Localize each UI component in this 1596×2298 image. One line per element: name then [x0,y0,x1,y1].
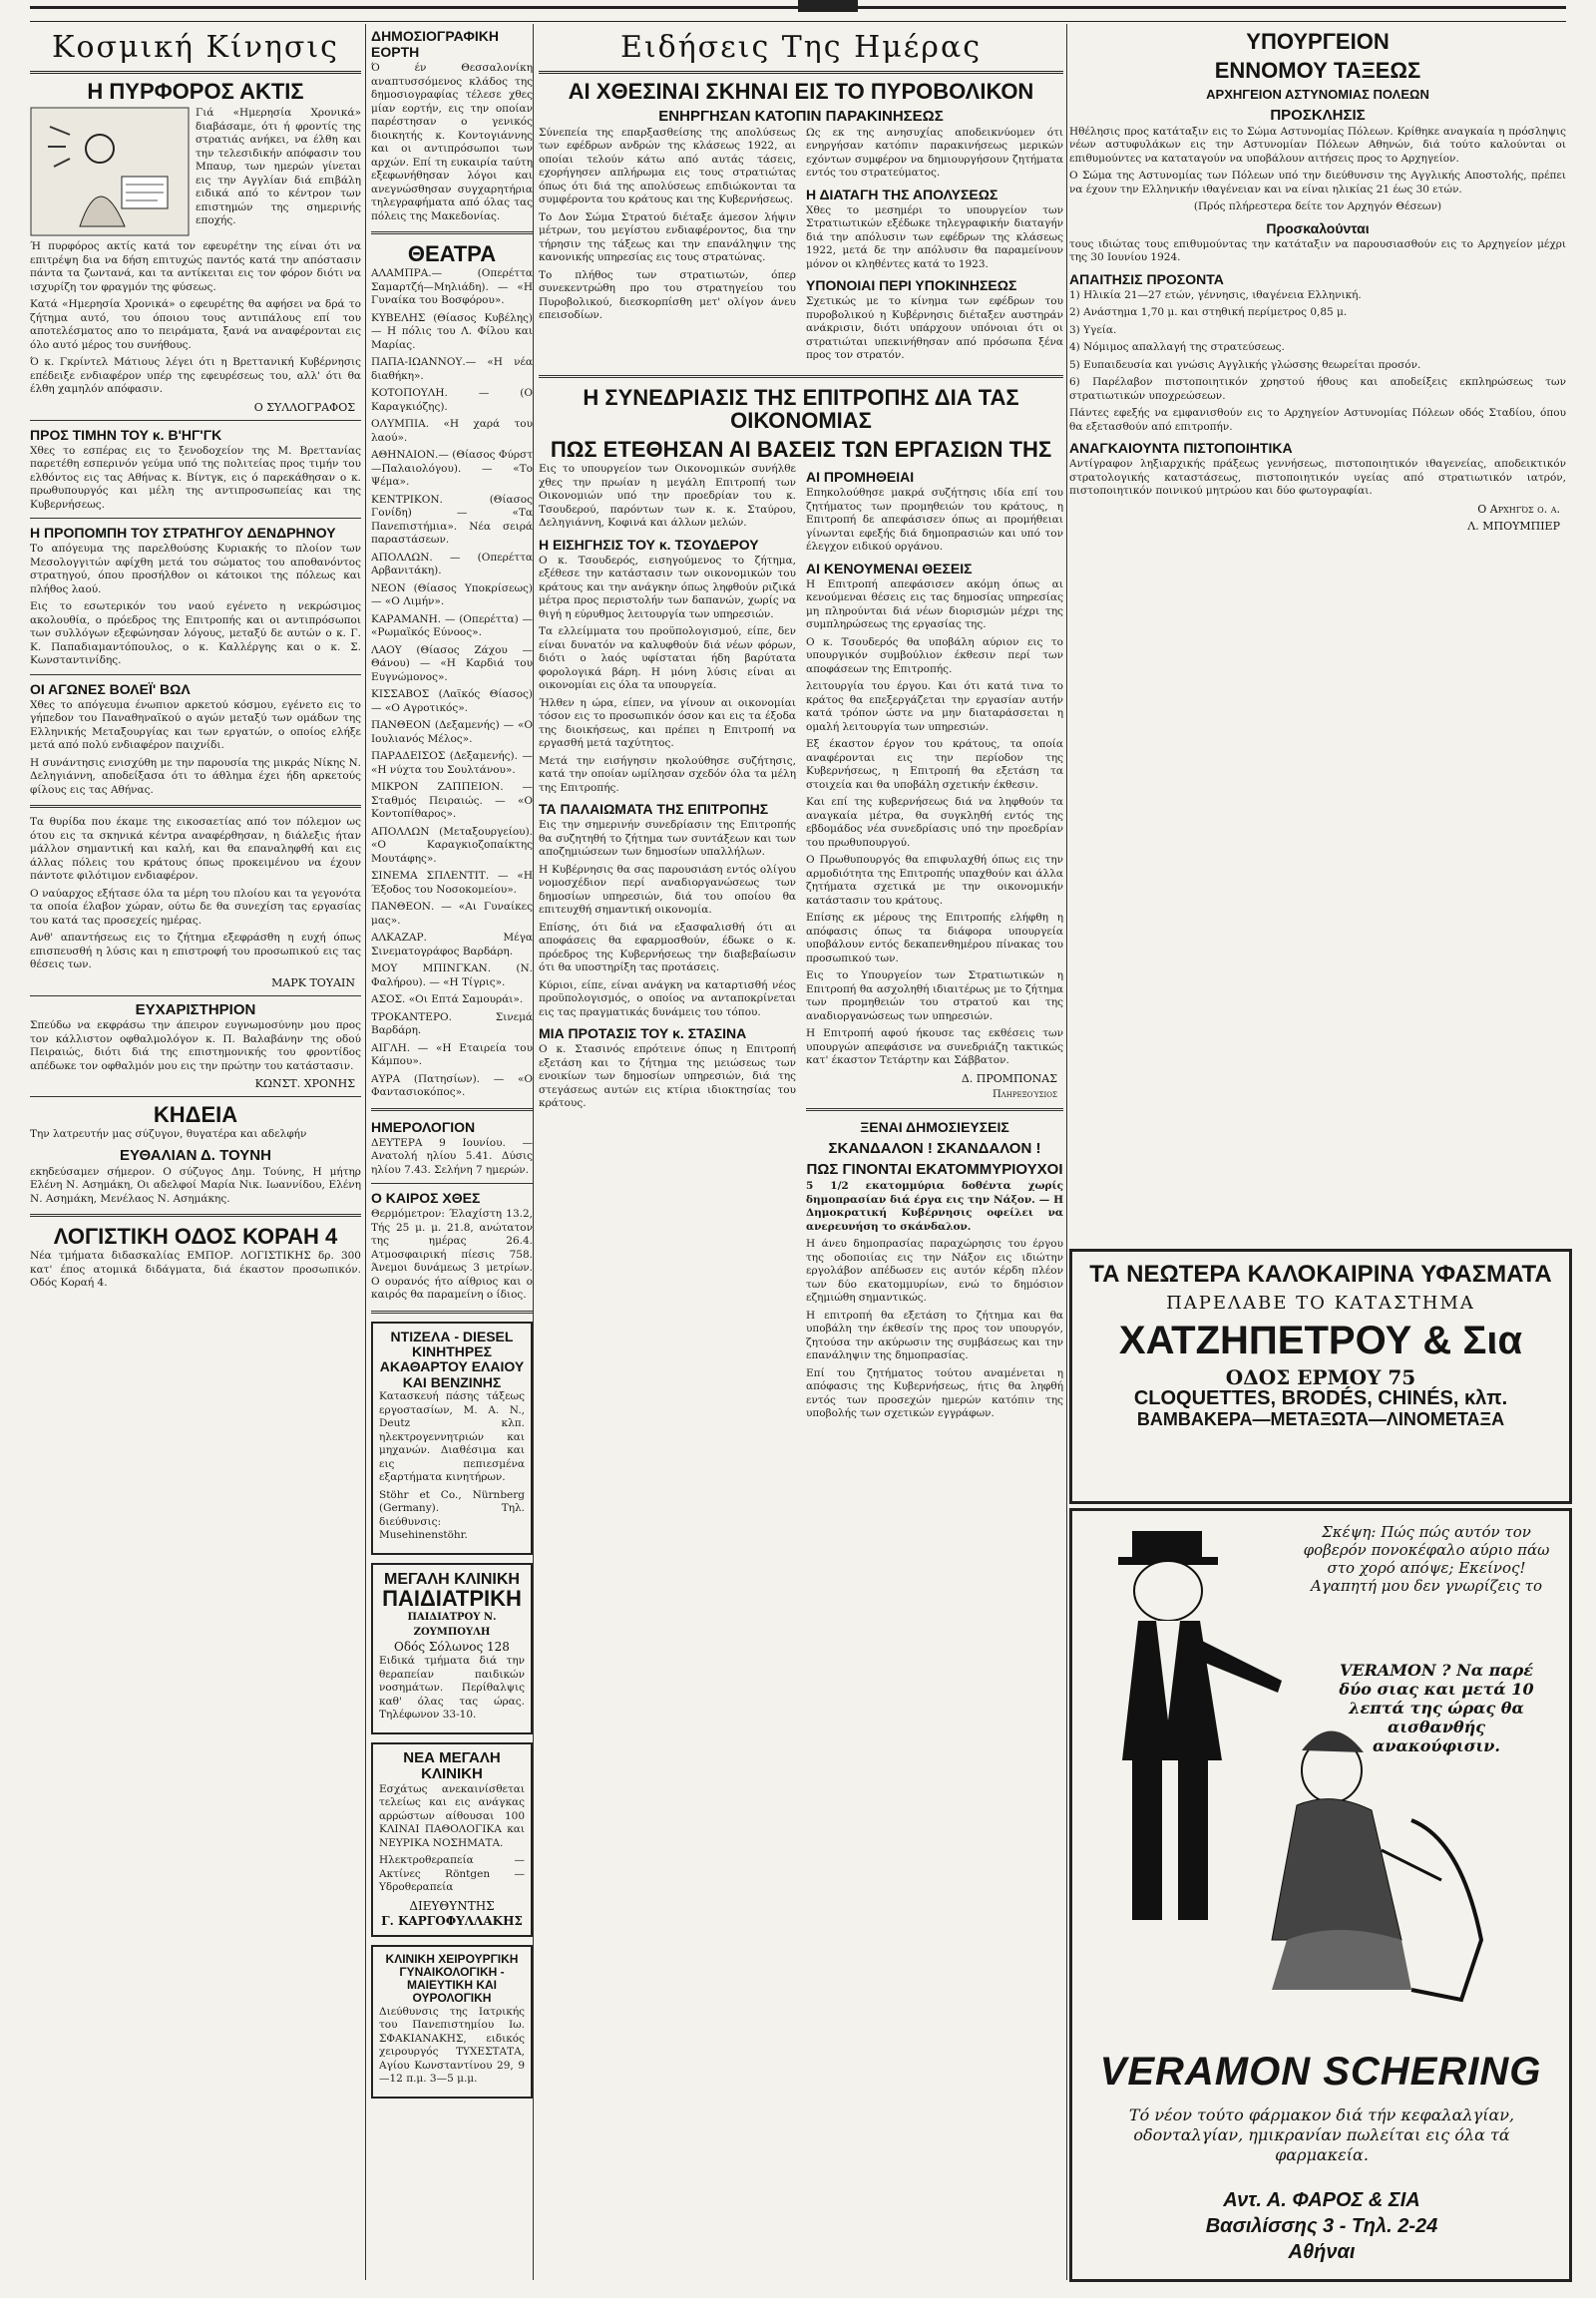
article-text: Ο κ. Τσουδερός, εισηγούμενος το ζήτημα, εξέθεσε την κατάστασιν των οικονομικών του κράτους και την ανάγκην όπως ληφθούν ριζικά μέτρα προς περιστολήν των δαπανών, χωρίς να θιγή η εύρυθμος λειτουργία των υπηρεσιών. [539,554,796,620]
weather-title: Ο ΚΑΙΡΟΣ ΧΘΕΣ [371,1190,481,1207]
pediatric-clinic-ad [371,1563,533,1734]
theatre-entry: ΟΛΥΜΠΙΑ. «Η χαρά του λαού». [371,418,533,444]
article-text: Εις το υπουργείον των Οικονομικών συνήλθε χθες την πρωίαν η μεγάλη Επιτροπή των Οικονομιών υπό την προεδρίαν του κ. Τσουδερού, παρόντων των κ. κ. Σταύρου, Δεληγιάννη, Κοφινά και άλλων μελών. [539,463,796,530]
theatre-entry: ΑΠΟΛΛΩΝ (Μεταξουργείου). «Ο Καραγκιοζοπαίκτης Μουτάφης». [371,825,533,865]
ad-title: ΝΤΙΖΕΛΑ - DIESEL ΚΙΝΗΤΗΡΕΣ ΑΚΑΘΑΡΤΟΥ ΕΛΑΙΟΥ ΚΑΙ ΒΕΝΖΙΝΗΣ [379,1328,525,1390]
section-kicker: ΞΕΝΑΙ ΔΗΜΟΣΙΕΥΣΕΙΣ [860,1118,1009,1135]
article-text: 5 1/2 εκατομμύρια δοθέντα χωρίς δημοπρασίαν διά έργα εις την Νάξον. — Η Δημοκρατική Κυβέρνησις οφείλει να ανερευνήση το σκάνδαλον. [806,1180,1063,1233]
notice-kicker: Προσκαλούνται [1266,219,1370,236]
theatre-entry: ΣΙΝΕΜΑ ΣΠΛΕΝΤΙΤ. — «Η Έξοδος του Νοσοκομείου». [371,870,533,896]
store-address: ΟΔΟΣ ΕΡΜΟΥ 75 [1225,1365,1416,1390]
speech-bubble: Σκέψη: Πώς πώς αυτόν τον φοβερόν πονοκέφαλο αύριο πάω στο χορό απόψε; Εκείνος! Αγαπητή μου δεν γνωρίζεις το [1303,1523,1550,1595]
article-title: ΟΙ ΑΓΩΝΕΣ ΒΟΛΕΪ' ΒΩΛ [30,680,191,697]
article-signature: Ο ΣΥΛΛΟΓΡΑΦΟΣ [253,400,355,414]
article-text: Το πλήθος των στρατιωτών, όπερ συνεκεντρώθη προ του στρατηγείου του Πυροβολικού, διεσκορπίσθη μετ' ολίγον άνευ επεισοδίων. [539,268,796,322]
article-text: Και επί της κυβερνήσεως διά να ληφθούν τα αναγκαία μέτρα, θα συγκληθή εντός της εβδομάδος νέα συνεδρίασις υπό την προεδρίαν του πρωθυπουργού. [806,796,1063,849]
couple-illustration [1082,1521,1551,2010]
ad-text: Ηλεκτροθεραπεία — Ακτίνες Röntgen — Υδροθεραπεία [379,1854,525,1894]
fabric-types: ΒΑΜΒΑΚΕΡΑ—ΜΕΤΑΞΩΤΑ—ΛΙΝΟΜΕΤΑΞΑ [1136,1409,1505,1430]
left-column [30,24,361,2280]
article-text: Ό έν Θεσσαλονίκη αναπτυσσόμενος κλάδος της δημοσιογραφίας τέλεσε χθες μίαν εορτήν, εις την οποίαν παρέστησαν ο γενικός διοικητής κ. Κοντογιάννης και οι αντιπρόσωποι των αρχών. Επί τη ευκαιρία ταύτη εξεφωνήθησαν λόγοι και ανεγνώσθησαν συγχαρητήρια τηλεγραφήματα από όλας τας πόλεις της Μακεδονίας. [371,62,533,222]
theatre-entry: ΜΟΥ ΜΠΙΝΓΚΑΝ. (Ν. Φαλήρου). — «Η Τίγρις». [371,962,533,988]
reading-figure-illustration [30,107,190,236]
notice-text: (Πρός πλήρεστερα δείτε τον Αρχηγόν Θέσεων) [1193,200,1442,213]
notice-text: τους ιδιώτας τους επιθυμούντας την κατάταξιν να παρουσιασθούν εις το Αρχηγείον μέχρι της 30 Ιουνίου 1924. [1069,237,1566,264]
ad-subtitle: ΠΑΙΔΙΑΤΡΟΥ Ν. ΖΟΥΜΠΟΥΛΗ [407,1612,497,1639]
ad-title: ΚΛΙΝΙΚΗ ΧΕΙΡΟΥΡΓΙΚΗ ΓΥΝΑΙΚΟΛΟΓΙΚΗ - ΜΑΙΕΥΤΙΚΗ ΚΑΙ ΟΥΡΟΛΟΓΙΚΗ [385,1951,519,2006]
notice-kicker: ΑΠΑΙΤΗΣΙΣ ΠΡΟΣΟΝΤΑ [1069,270,1224,287]
weather-text: Θερμόμετρον: Έλαχίστη 13.2, Τής 25 μ. μ. 21.8, ανώτατον της ημέρας 26.4. Ατμοσφαιρική πίεσις 758. Άνεμοι δυνάμεως 3 μετρίων. Ο ουρανός ήτο αίθριος και ο καιρός θα παραμείνη ο ίδιος. [371,1208,533,1302]
article-text: Χθες το απόγευμα ένωπιον αρκετού κόσμου, εγένετο εις το γήπεδον του Παναθηναϊκού ο αγών μεταξύ των ομάδων της Ελληνικής Μεταξουργίας και των εργατών, ο οποίος ελήξε μετά από πολύ ενδιαφέρον παιχνίδι. [30,698,361,752]
article-text: Ο ναύαρχος εξήτασε όλα τα μέρη του πλοίου και τα γεγονότα τα οποία έλαβον χώραν, ούτω δε θα συνεχίση τας εργασίας του κατά τας προσεχείς ημέρας. [30,887,361,927]
calendar-text: ΔΕΥΤΕΡΑ 9 Ιουνίου. — Ανατολή ηλίου 5.41. Δύσις ηλίου 7.43. Σελήνη 7 ημερών. [371,1136,533,1176]
requirement-item: 6) Παρέλαβον πιστοποιητικόν χρηστού ήθους και αποδείξεις εκπληρώσεως των στρατιωτικών υποχρεώσεων. [1069,376,1566,402]
section-kicker: ΤΑ ΠΑΛΑΙΩΜΑΤΑ ΤΗΣ ΕΠΙΤΡΟΠΗΣ [539,801,769,818]
page-marker [798,0,858,12]
notice-text: εκηδεύσαμεν σήμερον. Ο σύζυγος Δημ. Τούνης, Η μήτηρ Ελένη Ν. Ασημάκη, Οι αδελφοί Μαρία Νικ. Ιωαννίδου, Ελένη Ν. Ασημάκη, Μενέλαος Ν. Ασημάκης. [30,1165,361,1205]
theatre-entry: ΚΥΒΕΛΗΣ (Θίασος Κυβέλης) — Η πόλις του Λ. Φίλου και Μαρίας. [371,311,533,351]
section-kicker: Η ΕΙΣΗΓΗΣΙΣ ΤΟΥ κ. ΤΣΟΥΔΕΡΟΥ [539,536,759,553]
article-text: Ο Πρωθυπουργός θα επιφυλαχθή όπως εις την αρμοδιότητα της Επιτροπής υπαχθούν και άλλα ζητήματα σχετικά με την οικονομικήν κατάστασιν του κράτους. [806,854,1063,907]
article-signature-role: Πληρεξούσιος [992,1088,1057,1100]
notice-kicker: ΑΝΑΓΚΑΙΟΥΝΤΑ ΠΙΣΤΟΠΟΙΗΤΙΚΑ [1069,440,1293,457]
article-title: ΠΡΟΣ ΤΙΜΗΝ ΤΟΥ κ. Β'ΗΓ'ΓΚ [30,426,222,443]
ad-title: ΜΕΓΑΛΗ ΚΛΙΝΙΚΗ [384,1570,520,1588]
theatre-entry: ΠΑΠΑ-ΙΩΑΝΝΟΥ.— «Η νέα διαθήκη». [371,356,533,382]
agent-name: Αντ. Α. ΦΑΡΟΣ & ΣΙΑ [1223,2189,1420,2211]
article-signature: Δ. ΠΡΟΜΠΟΝΑΣ [961,1071,1057,1085]
article-text: Κύριοι, είπε, είναι ανάγκη να καταρτισθή νέος προϋπολογισμός, ο οποίος να ανταποκρίνεται εις τας πραγματικάς δυνάμεις του τόπου. [539,978,796,1018]
requirement-item: 5) Ευπαιδευσία και γνώσις Αγγλικής γλώσσης θεωρείται προσόν. [1069,358,1421,371]
article-text: Τα θυρίδα που έκαμε της εικοσαετίας από τον πόλεμον ως ότου εις τα σκηνικά κέντρα αναφέρθησαν, η διάλεξις ήταν μάλλον σημαντική και καλή, και θα επαναληφθή και εις άλλας πόλεις του κράτους όπως προκειμένου να έχουν πάντοτε φιλότιμον ενδιαφέρον. [30,816,361,883]
notice-text: Αντίγραφον ληξιαρχικής πράξεως γεννήσεως, πιστοποιητικόν ιθαγενείας, αποδεικτικόν στρατολογικής καταστάσεως, πιστοποιητικόν υγείας από στρατιωτικόν ιατρόν, πιστοποιητικόν ποινικού μητρώου και δύο φωτογραφίαι. [1069,458,1566,498]
surgical-clinic-ad [371,1945,533,2099]
column-divider [533,24,534,2280]
theatre-entry: ΠΑΝΘΕΟΝ (Δεξαμενής) — «Ο Ιουλιανός Μέλος». [371,719,533,745]
article-title: ΔΗΜΟΣΙΟΓΡΑΦΙΚΗ ΕΟΡΤΗ [371,28,499,60]
ad-text: Ειδικά τμήματα διά την θεραπείαν παιδικών νοσημάτων. Περίθαλψις καθ' όλας τας ώρας. Τηλέφωνον 33-10. [379,1655,525,1722]
article-text: Μετά την εισήγησιν ηκολούθησε συζήτησις, κατά την οποίαν ωμίλησαν σχεδόν όλα τα μέλη της Επιτροπής. [539,754,796,794]
theatre-entry: ΠΑΡΑΔΕΙΣΟΣ (Δεξαμενής). — «Η νύχτα του Σουλτάνου». [371,750,533,776]
article-text: Επίσης εκ μέρους της Επιτροπής ελήφθη η απόφασις όπως τα διάφορα υπουργεία υποβάλουν εντός δεκαπενθημέρου πίνακας του προσωπικού των. [806,912,1063,964]
theatre-entry: ΑΛΑΜΠΡΑ.— (Οπερέττα Σαμαρτζή—Μηλιάδη). — «Η Γυναίκα του Βοσφόρου». [371,267,533,307]
article-text: λειτουργία του έργου. Και ότι κατά τινα το κράτος θα επεξεργάζεται την εργασίαν αυτήν κατά τρόπον ώστε να μην διαταράσσεται η ομαλή λειτουργία των υπηρεσιών. [806,680,1063,733]
theatre-entry: ΚΟΤΟΠΟΥΛΗ. — (Ο Καραγκιόζης). [371,387,533,413]
article-text: Το απόγευμα της παρελθούσης Κυριακής το πλοίον των Μεσολογγιτών αφίχθη μετά του σώματος του αποθανόντος στρατηγού, όπου προσήλθον οι κάτοικοι της πόλεως και πλήθος λαού. [30,543,361,595]
theatre-entry: ΑΛΚΑΖΑΡ. Μέγα Σινεματογράφος Βαρδάρη. [371,932,533,958]
theatre-entry: ΠΑΝΘΕΟΝ. — «Αι Γυναίκες μας». [371,901,533,927]
veramon-ad [1069,1508,1572,2282]
article-text: Σύνεπεία της επαρξασθείσης της απολύσεως των εφέδρων ανδρών της κλάσεως 1922, αι οποίαι τελούν κάτω από αυτάς τάσεις, εχορήγησεν απλήρωμα εις τους στρατιώτας όπως ότι διά της απολύσεως επιδιώκονται τα συμφέροντα του κράτους και της Κυβερνήσεως. [539,126,796,206]
article-text: Επίσης, ότι διά να εξασφαλισθή ότι αι αποφάσεις θα εφαρμοσθούν, έδωκε ο κ. πρόεδρος της Κυβερνήσεως την διαβεβαίωσιν ότι θα υποστηρίξη τας προτάσεις. [539,921,796,974]
ad-address: Οδός Σόλωνος 128 [394,1640,510,1655]
ad-text: Stöhr et Co., Nürnberg (Germany). Τηλ. διεύθυνσις: Musehinenstöhr. [379,1488,525,1542]
clinic-ad [371,1742,533,1937]
speech-bubble: VERAMON ? Να παρέ δύο σιας και μετά 10 λεπτά της ώρας θα αισθανθής ανακούφισιν. [1339,1661,1534,1755]
ad-director-label: ΔΙΕΥΘΥΝΤΗΣ [409,1898,495,1913]
theatre-entry: ΑΣΟΣ. «Οι Επτά Σαμουράι». [371,993,524,1006]
article-text: Ανθ' απαντήσεως εις το ζήτημα εξεφράσθη η ευχή όπως επισπευσθή η λύσις και η επιστροφή του προσωπικού εις τας θέσεις των. [30,932,361,971]
section-kicker: ΑΙ ΚΕΝΟΥΜΕΝΑΙ ΘΕΣΕΙΣ [806,560,973,576]
requirement-item: 3) Υγεία. [1069,323,1117,336]
article-text: Εις το Υπουργείον των Στρατιωτικών η Επιτροπή θα ασχοληθή ιδιαιτέρως με το ζήτημα των προμηθειών του στρατού και της αναδιοργανώσεως των υπηρεσιών. [806,969,1063,1022]
article-text: Το Δον Σώμα Στρατού διέταξε άμεσον λήψιν μέτρων, του μεγίστου ενδιαφέροντος, δια την τήρησιν της τάξεως και την επανάληψιν της κανονικής υπηρεσίας εις τους στρατώνας. [539,210,796,264]
subheadline: ΕΝΗΡΓΗΣΑΝ ΚΑΤΟΠΙΝ ΠΑΡΑΚΙΝΗΣΕΩΣ [658,108,944,126]
notice-signature: Λ. ΜΠΟΥΜΠΙΕΡ [1467,519,1560,533]
second-column [371,24,533,2280]
theatre-entry: ΚΙΣΣΑΒΟΣ (Λαϊκός Θίασος) — «Ο Αγροτικός». [371,688,533,714]
theatre-entry: ΑΘΗΝΑΙΟΝ.— (Θίασος Φύρστ—Παλαιολόγου). — «Το Ψέμα». [371,449,533,489]
article-text: Η Επιτροπή αφού ήκουσε τας εκθέσεις των υπουργών απεφάσισε να συνεδριάζη τακτικώς κατ' έκαστον Τετάρτην και Σάββατον. [806,1027,1063,1067]
deceased-name: ΕΥΘΑΛΙΑΝ Δ. ΤΟΥΝΗ [120,1146,271,1164]
theatre-entry: ΛΑΟΥ (Θίασος Ζάχου — Θάνου) — «Η Καρδιά του Ευγνώμονος». [371,643,533,683]
article-text: Επί του ζητήματος τούτου αναμένεται η απόφασις της Κυβερνήσεως, ήτις θα ληφθή εντός των προσεχών ημερών κατόπιν της υποβολής των σχετικών εγγράφων. [806,1366,1063,1420]
article-text: Η επιτροπή θα εξετάση το ζήτημα και θα υποβάλη την έκθεσίν της προς τον υπουργόν, ζητούσα την ακύρωσιν της συμβάσεως και την επανάληψιν της δημοπρασίας. [806,1309,1063,1362]
requirement-item: 4) Νόμιμος απαλλαγή της στρατεύσεως. [1069,341,1285,354]
ad-title: ΝΕΑ ΜΕΓΑΛΗ ΚΛΙΝΙΚΗ [403,1748,501,1783]
headline: ΑΙ ΧΘΕΣΙΝΑΙ ΣΚΗΝΑΙ ΕΙΣ ΤΟ ΠΥΡΟΒΟΛΙΚΟΝ [568,79,1034,104]
article-text: Ο κ. Στασινός επρότεινε όπως η Επιτροπή εξετάση και το ζήτημα της μειώσεως των ενοικίων των δημοσίων υπηρεσιών, διά της στεγάσεως αυτών εις κτίρια ιδιοκτησίας του κράτους. [539,1043,796,1110]
requirement-item: 1) Ηλικία 21—27 ετών, γέννησις, ιθαγένεια Ελληνική. [1069,288,1362,301]
ad-director-name: Γ. ΚΑΡΓΟΦΥΛΛΑΚΗΣ [381,1913,523,1928]
notice-text: Ο Σώμα της Αστυνομίας των Πόλεων υπό την διεύθυνσιν της Αγγλικής Αποστολής, πρέπει να έχουν την Ελληνικήν ιθαγένειαν και να είναι ηλικίας 21 έως 30 ετών. [1069,170,1566,195]
brand-name: VERAMON SCHERING [1099,2050,1542,2094]
notice-text: Σπεύδω να εκφράσω την άπειρον ευγνωμοσύνην μου προς τον κάλλιστον οφθαλμολόγον κ. Π. Βαλαβάνην της οδού Πειραιώς, διότι διά της επιστημονικής του φροντίδος απέδωκε τον οφθαλμόν μου εις την πρώτην του κατάστασιν. [30,1019,361,1072]
theatre-entry: ΑΠΟΛΛΩΝ. — (Οπερέττα Αρβανιτάκη). [371,551,533,577]
notice-text: Την λατρευτήν μας σύζυγον, θυγατέρα και αδελφήν [30,1128,307,1141]
headline: ΣΚΑΝΔΑΛΟΝ ! ΣΚΑΝΔΑΛΟΝ ! [828,1139,1041,1157]
article-text: Επηκολούθησε μακρά συζήτησις ιδία επί του ζητήματος των προμηθειών του κράτους, η Επιτροπή δε απεφάσισεν όπως αι προμήθειαι γίνωνται εφεξής διά δημοπρασιών και υπό τον έλεγχον ειδικού οργάνου. [806,487,1063,554]
fabric-types: CLOQUETTES, BRODÉS, CHINÉS, κλπ. [1133,1387,1508,1410]
headline: ΠΩΣ ΕΤΕΘΗΣΑΝ ΑΙ ΒΑΣΕΙΣ ΤΩΝ ΕΡΓΑΣΙΩΝ ΤΗΣ [550,437,1052,463]
section-kicker: ΥΠΟΝΟΙΑΙ ΠΕΡΙ ΥΠΟΚΙΝΗΣΕΩΣ [806,277,1017,294]
section-kicker: Η ΔΙΑΤΑΓΗ ΤΗΣ ΑΠΟΛΥΣΕΩΣ [806,186,998,202]
theatre-entry: ΑΥΡΑ (Πατησίων). — «Ο Φαντασιοκόπος». [371,1072,533,1099]
article-text: Ό κ. Γκρίντελ Μάτιους λέγει ότι η Βρεττανική Κυβέρνησις επέδειξε ενδιαφέρον υπέρ της εφευρέσεως του, αλλ' ότι θα έλθη χαμηλόν απόφασιν. [30,356,361,396]
ad-text: Νέα τμήματα διδασκαλίας ΕΜΠΟΡ. ΛΟΓΙΣΤΙΚΗΣ δρ. 300 κατ' έπος ατομικά διδάγματα, διά έκαστον προσωπικόν. Οδός Κοραή 4. [30,1250,361,1290]
theatre-entry: ΜΙΚΡΟΝ ΖΑΠΠΕΙΟΝ. — Σταθμός Πειραιώς. — «Ο Κοντοπίθαρος». [371,781,533,821]
theatre-entry: ΤΡΟΚΑΝΤΕΡΟ. Σινεμά Βαρδάρη. [371,1010,533,1037]
article-text: Γιά «Ημερησία Χρονικά» διαβάσαμε, ότι ή φροντίς της στρατιάς ανήκει, να έλθη και την τελεσιδικήν απόφασιν του Μπαυρ, των ημερών γίνεται εις την Αγγλίαν διά επιβάλη ειδικά από το κέντρον των επιστημών της σημερινής εποχής. [196,107,361,227]
article-text: Η Επιτροπή απεφάσισεν ακόμη όπως αι κενούμεναι θέσεις εις τας δημοσίας υπηρεσίας μη πληρούνται διά νέων διορισμών μέχρι της συμπληρώσεως της εργασίας της. [806,577,1063,631]
requirements-list [1069,289,1566,404]
notice-signature: ΚΩΝΣΤ. ΧΡΟΝΗΣ [254,1077,355,1091]
headline: ΠΩΣ ΓΙΝΟΝΤΑΙ ΕΚΑΤΟΜΜΥΡΙΟΥΧΟΙ [806,1161,1063,1179]
article-text: Χθες το μεσημέρι το υπουργείον των Στρατιωτικών εξέδωκε τηλεγραφικήν διαταγήν διά την απόλυσιν των εφέδρων της κλάσεως 1922, μετά δε την απόλυσιν θα παραμείνουν μόνον οι κληθέντες κατά το 1923. [806,203,1063,270]
theatre-entry: ΑΙΓΛΗ. — «Η Εταιρεία του Κάμπου». [371,1041,533,1068]
ad-text: Διεύθυνσις της Ιατρικής του Πανεπιστημίου Ιω. ΣΦΑΚΙΑΝΑΚΗΣ, ειδικός χειρουργός ΤΥΧΕΣΤΑΤΑ, Αγίου Κωνσταντίνου 29, 9—12 π.μ. 3—5 μ.μ. [379,2005,525,2085]
notice-subheading: ΑΡΧΗΓΕΙΟΝ ΑΣΤΥΝΟΜΙΑΣ ΠΟΛΕΩΝ [1206,87,1429,103]
article-text: Ήλθεν η ώρα, είπεν, να γίνουν αι οικονομίαι τόσον εις το προσωπικόν όσον και εις τα έξοδα της διοικήσεως, και πρέπει η Επιτροπή να εργασθή μετά ταχύτητος. [539,696,796,750]
article-text: Κατά «Ημερησία Χρονικά» ο εφευρέτης θα αφήσει να δρά το ζήτημα αυτό, του όποιου τους αντιπάλους επί του αποτελέσματος απο το πειράματα, ξανά να αναφέρονται εις όλο αυτό μέρος του συνήθους. [30,298,361,351]
article-text: Εις το εσωτερικόν του ναού εγένετο η νεκρώσιμος ακολουθία, ο πρόεδρος της Επιτροπής και οι αντιπρόσωποι των συλλόγων εξεφώνησαν λόγους, μεταξύ δε αυτών ο κ. Γ. Κ. Παπαδιαμαντόπουλος, ο κ. Καλλέργης και ο κ. Σ. Κωνσταντινίδης. [30,600,361,667]
notice-title: ΕΥΧΑΡΙΣΤΗΡΙΟΝ [135,1000,256,1018]
fabric-store-ad [1069,1249,1572,1504]
article-title: Η ΠΡΟΠΟΜΠΗ ΤΟΥ ΣΤΡΑΤΗΓΟΥ ΔΕΝΔΡΗΝΟΥ [30,525,336,542]
notice-subheading: ΠΡΟΣΚΛΗΣΙΣ [1270,106,1366,124]
ad-text: Εσχάτως ανεκαινίσθεται τελείως και εις ανάγκας αρρώστων αίθουσαι 100 ΚΛΙΝΑΙ ΠΑΘΟΛΟΓΙΚΑ και ΝΕΥΡΙΚΑ ΝΟΣΗΜΑΤΑ. [379,1782,525,1849]
masthead-rule [30,6,1566,22]
column-divider [1066,24,1067,2280]
ad-title: ΛΟΓΙΣΤΙΚΗ ΟΔΟΣ ΚΟΡΑΗ 4 [53,1224,338,1250]
agent-city: Αθήναι [1288,2241,1356,2263]
notice-heading: ΥΠΟΥΡΓΕΙΟΝ [1246,29,1390,54]
article-text: Ο κ. Τσουδερός θα υποβάλη αύριον εις το υπουργικόν συμβούλιον έκθεσιν περί των αποφάσεων της Επιτροπής. [806,635,1063,675]
article-text: Χθες το εσπέρας εις το ξενοδοχείον της Μ. Βρεττανίας παρετέθη εσπερινόν γεύμα υπό της πολιτείας προς τιμήν του ελθόντος εις τας Αθήνας κ. Βίντγκ, εις ό παρεκάθησαν ο κ. πρωθυπουργός και μέλη της αντιπροσωπείας και της Κυβερνήσεως. [30,444,361,511]
news-section-banner: Ειδήσεις Της Ημέρας [539,24,1063,74]
calendar-title: ΗΜΕΡΟΛΟΓΙΟΝ [371,1118,476,1135]
article-text: Η συνάντησις ενισχύθη με την παρουσία της μικράς Νίκης Ν. Δεληγιάννη, αποδείξασα ότι το άθλημα έχει ήδη αρκετούς φίλους εις τας Αθήνας. [30,756,361,796]
requirement-item: 2) Ανάστημα 1,70 μ. και στηθική περίμετρος 0,85 μ. [1069,306,1348,319]
article-text: Ή πυρφόρος ακτίς κατά τον εφευρέτην της είναι ότι να επιτρέψη δια να δήση επιτυχώς παντός κατά την απόστασιν πάντα τα ζωντανά, και τα αντίκειται εις τον φόρον διότι να ισχυρίζη τον φραγμόν της φύσεως. [30,240,361,293]
ad-text: Κατασκευή πάσης τάξεως εργοστασίων, M. A. N., Deutz κλπ. ηλεκτρογεννητριών και μηχανών. Διαθέσιμα και εις πεπιεσμένα εξαρτήματα κινητήρων. [379,1390,525,1484]
article-title: Η ΠΥΡΦΟΡΟΣ ΑΚΤΙΣ [87,79,304,104]
article-text: Εις την σημερινήν συνεδρίασιν της Επιτροπής θα συζητηθή το ζήτημα των συντάξεων και των αποζημιώσεων των δημοσίων υπαλλήλων. [539,819,796,859]
agent-address: Βασιλίσσης 3 - Τηλ. 2-24 [1205,2215,1438,2237]
notice-text: Ηθέλησις προς κατάταξιν εις το Σώμα Αστυνομίας Πόλεων. Κρίθηκε αναγκαία η πρόσληψις νέων αστυφυλάκων εις την Αστυνομίαν Πόλεων Αθηνών, διά τούτο καλούνται οι επιθυμούντες να καταταγούν να υποβάλουν αιτήσεις προς το Αρχηγείον. [1069,125,1566,165]
diesel-ad [371,1322,533,1555]
article-signature: ΜΑΡΚ ΤΟΥΑΙΝ [271,975,355,989]
headline: Η ΣΥΝΕΔΡΙΑΣΙΣ ΤΗΣ ΕΠΙΤΡΟΠΗΣ ΔΙΑ ΤΑΣ ΟΙΚΟΝΟΜΙΑΣ [583,384,1019,433]
notice-signature: Ο Αρχηγός ο. α. [1477,502,1560,516]
article-text: Σχετικώς με το κίνημα των εφέδρων του πυροβολικού η Κυβέρνησις διέταξεν αυστηράν ανάκρισιν, διότι υπάρχουν υπόνοιαι ότι οι στρατιώται υπεκινήθησαν από πρόσωπα ξένα προς τον στρατόν. [806,295,1063,362]
section-kicker: ΑΙ ΠΡΟΜΗΘΕΙΑΙ [806,469,915,486]
ad-tagline: Τό νέον τούτο φάρμακον διά τήν κεφαλαλγίαν, οδονταλγίαν, ημικρανίαν πωλείται εις όλα τά φαρμακεία. [1128,2106,1515,2164]
social-section-banner: Κοσμική Κίνησις [30,24,361,74]
article-text: Η άνευ δημοπρασίας παραχώρησις του έργου της οδοποιίας εις την Νάξον εις ιδιώτην εργολάβον απέδωσεν εις αυτόν κέρδη πλέον των δύο εκατομμυρίων, ενώ το δημόσιον εζημιώθη σημαντικώς. [806,1238,1063,1305]
column-divider [365,24,366,2280]
theatres-title: ΘΕΑΤΡΑ [407,241,497,266]
theatre-entry: ΚΕΝΤΡΙΚΟΝ. (Θίασος Γονίδη) — «Τα Πανεπιστήμια». Νέα σειρά παραστάσεων. [371,493,533,547]
ad-text: ΠΑΡΕΛΑΒΕ ΤΟ ΚΑΤΑΣΤΗΜΑ [1166,1293,1475,1315]
article-text: Τα ελλείμματα του προϋπολογισμού, είπε, δεν είναι δυνατόν να καλυφθούν διά νέων φόρων, διότι ο λαός υφίσταται ήδη βαρύτατα φορολογικά βάρη. Η μόνη λύσις είναι αι οικονομίαι εις όλα τα υπουργεία. [539,625,796,692]
article-text: Η Κυβέρνησις θα σας παρουσιάση εντός ολίγου νομοσχέδιον περί αναδιοργανώσεως των δημοσίων υπηρεσιών, διά του οποίου θα επιτευχθή σημαντική οικονομία. [539,863,796,917]
theatre-entry: ΝΕΟΝ (Θίασος Υποκρίσεως) — «Ο Λιμήν». [371,581,533,608]
section-kicker: ΜΙΑ ΠΡΟΤΑΣΙΣ ΤΟΥ κ. ΣΤΑΣΙΝΑ [539,1025,747,1042]
article-text: Ως εκ της ανησυχίας αποδεικνύομεν ότι ενηργήσαν κατόπιν παρακινήσεως μερικών εχόντων συμφέρον να δημιουργήσουν ζητήματα εντός του στρατεύματος. [806,126,1063,180]
theatre-listing [371,267,533,1100]
ad-title: ΠΑΙΔΙΑΤΡΙΚΗ [382,1586,522,1612]
ad-title: ΤΑ ΝΕΩΤΕΡΑ ΚΑΛΟΚΑΙΡΙΝΑ ΥΦΑΣΜΑΤΑ [1089,1261,1552,1288]
theatre-entry: ΚΑΡΑΜΑΝΗ. — (Οπερέττα) — «Ρωμαϊκός Εύνοος». [371,612,533,639]
store-name: ΧΑΤΖΗΠΕΤΡΟΥ & Σια [1118,1319,1523,1363]
notice-title: ΚΗΔΕΙΑ [153,1102,238,1128]
article-text: Εξ έκαστον έργον του κράτους, τα οποία αναφέρονται εις την περίοδον της Κυβερνήσεως, η Επιτροπή θα εξετάση τα στοιχεία και θα υποβάλη σχετικήν έκθεσιν. [806,738,1063,791]
notice-text: Πάντες εφεξής να εμφανισθούν εις το Αρχηγείον Αστυνομίας Πόλεων οδός Σταδίου, όπου θα εξετασθούν από επιτροπήν. [1069,407,1566,433]
right-column [1069,24,1566,1241]
news-column [539,24,1063,1425]
notice-heading: ΕΝΝΟΜΟΥ ΤΑΞΕΩΣ [1214,58,1421,84]
